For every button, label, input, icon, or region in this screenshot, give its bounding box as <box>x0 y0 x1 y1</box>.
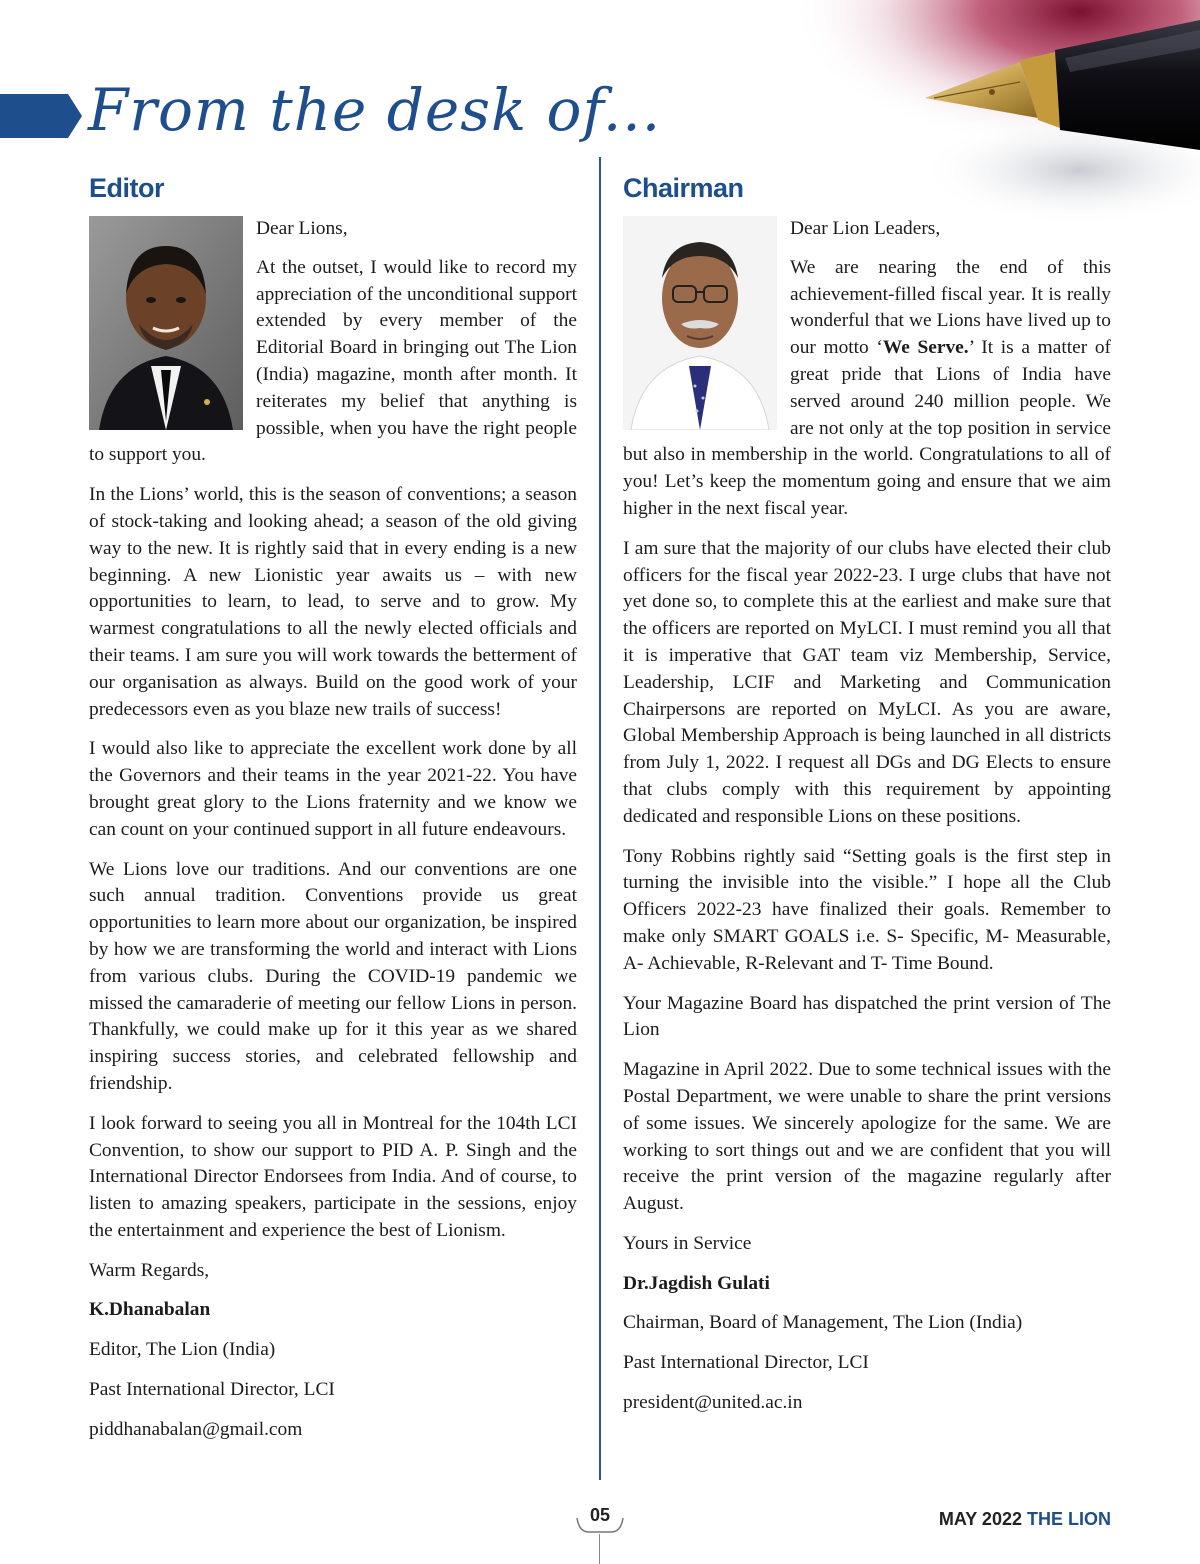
chairman-role: Past International Director, LCI <box>623 1352 869 1374</box>
chairman-paragraph: Tony Robbins rightly said “Setting goals is the first step in turning the invisible into the visible.” I hope all the Club Officers 2022-23 have finalized their goals. Remember to make only SMART GOALS i.e. S- Specific, M- Measurable, A- Achievable, R-Relevant and T- Time Bound. <box>623 845 1111 974</box>
chairman-name: Dr.Jagdish Gulati <box>623 1272 770 1294</box>
editor-salutation: Dear Lions, <box>256 218 348 239</box>
editor-email: piddhanabalan@gmail.com <box>89 1418 303 1440</box>
editor-paragraph: We Lions love our traditions. And our conventions are one such annual tradition. Conventions provide us great opportunities to learn more about our organization, be inspired by how we are transforming the world and interact with Lions from various clubs. During the COVID-19 pandemic we missed the camaraderie of meeting our fellow Lions in person. Thankfully, we could make up for it this year as we shared inspiring success stories, and celebrated fellowship and friendship. <box>89 858 577 1094</box>
chairman-salutation: Dear Lion Leaders, <box>790 218 941 239</box>
editor-paragraph: In the Lions’ world, this is the season of conventions; a season of stock-taking and looking ahead; a season of the old giving way to the new. It is rightly said that in every ending is a new beginning. A new Lionistic year awaits us – with new opportunities to learn, to lead, to serve and to grow. My warmest congratulations to all the newly elected officials and their teams. I am sure you will work towards the betterment of our organisation as always. Build on the good work of your predecessors even as you blaze new trails of success! <box>89 484 577 720</box>
chairman-paragraph: Magazine in April 2022. Due to some technical issues with the Postal Department, we were unable to share the print versions of some issues. We sincerely apologize for the same. We are working to sort things out and we are confident that you will receive the print version of the magazine regularly after August. <box>623 1059 1111 1215</box>
chairman-paragraph-text: We are nearing the end of this achievement-filled fiscal year. It is really wonderful that we Lions have lived up to our motto ‘ <box>790 256 1111 359</box>
chairman-email: president@united.ac.in <box>623 1392 803 1414</box>
editor-photo <box>89 216 243 430</box>
editor-column <box>89 170 577 1457</box>
chairman-title: Chairman, Board of Management, The Lion (India) <box>623 1312 1023 1334</box>
magazine-name: THE LION <box>1027 1509 1111 1529</box>
editor-letter <box>89 216 577 1444</box>
chairman-paragraph: I am sure that the majority of our clubs have elected their club officers for the fiscal year 2022-23. I urge clubs that have not yet done so, to complete this at the earliest and make sure that the officers are reported on MyLCI. I must remind you all that it is imperative that GAT team viz Membership, Service, Leadership, LCIF and Marketing and Communication Chairpersons are reported on MyLCI. As you are aware, Global Membership Approach is being launched in all districts from July 1, 2022. I request all DGs and DG Elects to ensure that clubs comply with this requirement by appointing dedicated and responsible Lions on these positions. <box>623 537 1111 827</box>
header-tab-arrow <box>0 94 82 138</box>
editor-title: Editor, The Lion (India) <box>89 1339 276 1361</box>
editor-closing: Warm Regards, <box>89 1259 210 1281</box>
editor-paragraph: I look forward to seeing you all in Montreal for the 104th LCI Convention, to show our support to PID A. P. Singh and the International Director Endorsees from India. And of course, to listen to amazing speakers, participate in the sessions, enjoy the entertainment and experience the best of Lionism. <box>89 1112 577 1241</box>
page-title: From the desk of... <box>88 76 662 144</box>
chairman-paragraph-text: ’ It is a matter of great pride that Lions of India have served around 240 million people. We are not only at the top position in service but also in membership in the world. Congratulations to all of you! Let’s keep the momentum going and ensure that we aim higher in the next fiscal year. <box>623 337 1111 519</box>
chairman-closing: Yours in Service <box>623 1232 752 1254</box>
chairman-letter <box>623 216 1111 1417</box>
chairman-paragraph: Your Magazine Board has dispatched the print version of The Lion <box>623 992 1111 1041</box>
chairman-heading: Chairman <box>623 173 744 203</box>
editor-paragraph: I would also like to appreciate the excellent work done by all the Governors and their teams in the year 2021-22. You have brought great glory to the Lions fraternity and we know we can count on your continued support in all future endeavours. <box>89 738 577 840</box>
column-divider <box>599 157 601 1480</box>
issue-date: MAY 2022 <box>938 1509 1022 1529</box>
editor-role: Past International Director, LCI <box>89 1379 335 1401</box>
issue-label <box>939 1509 1111 1530</box>
editor-paragraph: At the outset, I would like to record my appreciation of the unconditional support extended by every member of the Editorial Board in bringing out The Lion (India) magazine, month after month. It reiterates my belief that anything is possible, when you have the right people to support you. <box>89 256 577 466</box>
motto: We Serve. <box>882 337 969 359</box>
chairman-photo <box>623 216 777 430</box>
editor-heading: Editor <box>89 173 164 203</box>
footer-rule <box>599 1534 600 1564</box>
page-number: 05 <box>589 1505 611 1525</box>
chairman-column <box>623 170 1111 1430</box>
editor-name: K.Dhanabalan <box>89 1299 211 1321</box>
